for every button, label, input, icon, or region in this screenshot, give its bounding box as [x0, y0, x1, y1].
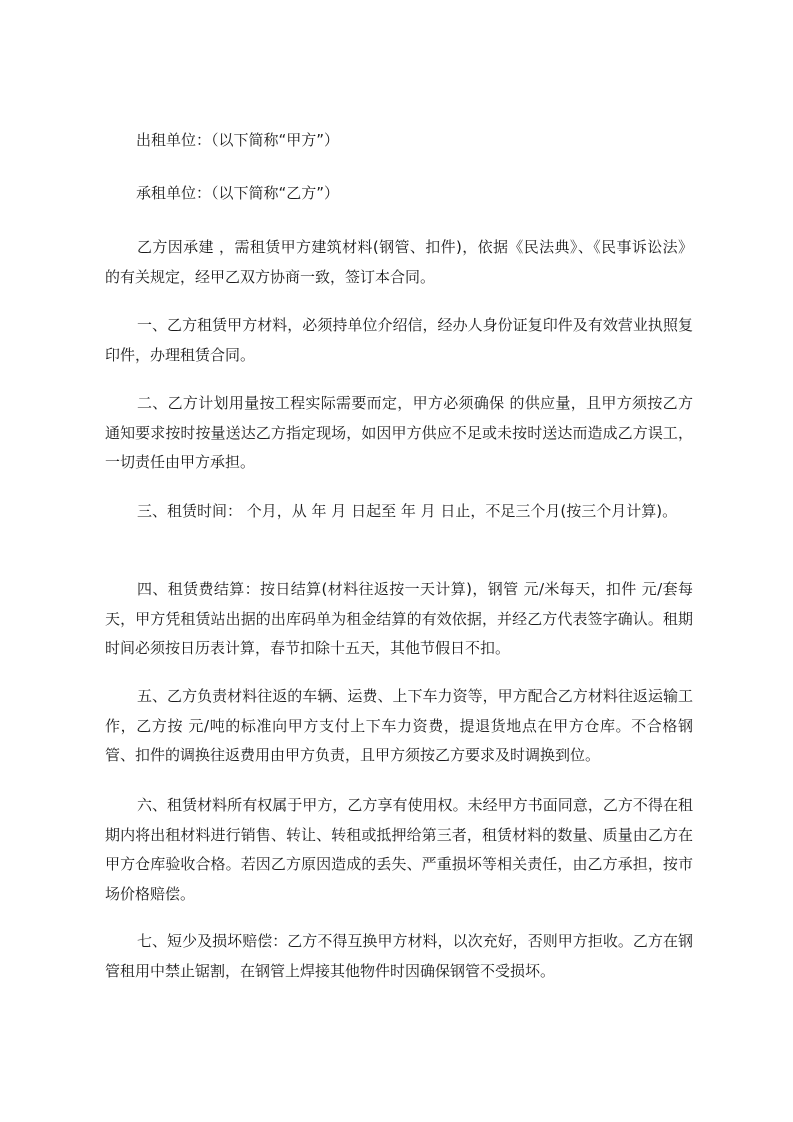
lessee-line: 承租单位：（以下简称“乙方”）: [136, 184, 340, 202]
clause-4-paragraph: 四、租赁费结算：按日结算(材料往返按一天计算)，钢管 元/米每天，扣件 元/套每天，甲方凭租赁站出据的出库码单为租金结算的有效依据，并经乙方代表签字确认。租期时间必须按日历表计算，春节扣除十五天，其他节假日不扣。: [105, 580, 693, 657]
clause-5-paragraph: 五、乙方负责材料往返的车辆、运费、上下车力资等，甲方配合乙方材料往返运输工作，乙方按 元/吨的标准向甲方支付上下车力资费，提退货地点在甲方仓库。不合格钢管、扣件的调换往返费用由甲方负责，且甲方须按乙方要求及时调换到位。: [105, 687, 693, 764]
clause-6-paragraph: 六、租赁材料所有权属于甲方，乙方享有使用权。未经甲方书面同意，乙方不得在租期内将出租材料进行销售、转让、转租或抵押给第三者，租赁材料的数量、质量由乙方在甲方仓库验收合格。若因乙方原因造成的丢失、严重损坏等相关责任，由乙方承担，按市场价格赔偿。: [105, 796, 693, 903]
intro-paragraph: 乙方因承建 ，需租赁甲方建筑材料(钢管、扣件)，依据《民法典》、《民事诉讼法》的有关规定，经甲乙双方协商一致，签订本合同。: [105, 238, 693, 286]
clause-7-paragraph: 七、短少及损坏赔偿：乙方不得互换甲方材料，以次充好，否则甲方拒收。乙方在钢管租用中禁止锯割，在钢管上焊接其他物件时因确保钢管不受损坏。: [105, 932, 693, 980]
clause-3-paragraph: 三、租赁时间： 个月，从 年 月 日起至 年 月 日止，不足三个月(按三个月计算)。: [137, 502, 678, 520]
clause-1-paragraph: 一、乙方租赁甲方材料，必须持单位介绍信，经办人身份证复印件及有效营业执照复印件，办理租赁合同。: [105, 316, 693, 364]
lessor-line: 出租单位：（以下简称“甲方”）: [136, 131, 340, 149]
clause-2-paragraph: 二、乙方计划用量按工程实际需要而定，甲方必须确保 的供应量，且甲方须按乙方通知要求按时按量送达乙方指定现场，如因甲方供应不足或未按时送达而造成乙方误工，一切责任由甲方承担。: [105, 394, 693, 471]
